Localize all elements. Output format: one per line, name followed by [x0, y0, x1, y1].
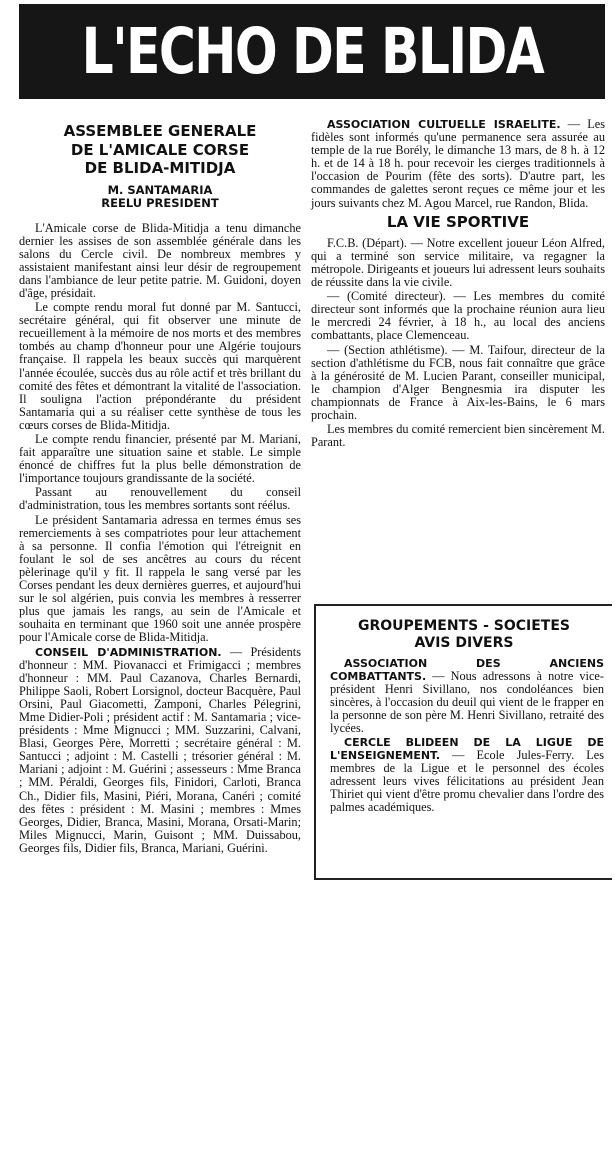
association-cultuelle-label: ASSOCIATION CULTUELLE ISRAELITE.: [327, 118, 561, 131]
masthead-title: L'ECHO DE BLIDA: [81, 15, 543, 88]
conseil-paragraph: [19, 646, 301, 856]
amicale-article: [19, 118, 301, 856]
vie-sportive-paragraph: F.C.B. (Départ). — Notre excellent joueur Léon Alfred, qui a terminé son service militaire, va regagner la métropole. Dirigeants et joueurs lui adressent leurs souhaits de réussite dans la vie civile.: [311, 235, 605, 290]
association-cultuelle-text: — Les fidèles sont informés qu'une permanence sera assurée au temple de la rue Borély, le dimanche 13 mars, de 8 h. à 12 h. et de 14 à 18 h. pour recevoir les cierges traditionnels à l'occasion de Pourim (fête des sorts). D'autre part, les commandes de galettes seront reçues ce même jour et les jours suivants chez M. Agou Marcel, rue Randon, Blida.: [311, 117, 606, 210]
conseil-label: CONSEIL D'ADMINISTRATION.: [35, 645, 222, 659]
masthead: [19, 4, 605, 99]
groupements-box: [314, 604, 612, 880]
amicale-paragraph: Le compte rendu moral fut donné par M. Santucci, secrétaire général, qui fit observer une minute de recueillement à la mémoire de nos morts et des membres tombés au champ d'honneur pour une Algérie toujours française. Il rappela les beaux succès qui marquèrent l'année écoulée, succès dus au rôle actif et très brillant du comité des fêtes et démontrant la vitalité de l'association. Il souligna l'action prépondérante du président Santamaria qui a su réaliser cette synthèse de tous les cœurs corses de Blida-Mitidja.: [19, 300, 301, 432]
amicale-paragraph: Le compte rendu financier, présenté par M. Mariani, fait apparaître une situation saine et stable. Le simple énoncé de chiffres fut la plus belle démonstration de l'importance toujours grandissante de la société.: [19, 432, 301, 486]
amicale-subheadline-line: M. SANTAMARIA: [107, 182, 213, 197]
anciens-combattants-text: — Nous adressons à notre vice-président Henri Sivillano, nos condoléances bien sincères, à l'occasion du deuil qui vient de le frapper en la personne de son père M. Henri Sivillano, retraité des lycées.: [330, 669, 604, 736]
cercle-blideen-label: CERCLE BLIDEEN DE LA LIGUE DE L'ENSEIGNEMENT.: [330, 735, 604, 762]
vie-sportive-headline: LA VIE SPORTIVE: [386, 212, 530, 231]
amicale-paragraph: Le président Santamaria adressa en termes émus ses remerciements à ses compatriotes pour leur attachement à sa personne. Il confia l'émotion qui l'étreignit en foulant le sol de ses ancêtres au cours du récent pèlerinage qu'il y fit. Il rappela le sang versé par les Corses pendant les deux dernières guerres, et aujourd'hui sur le sol algérien, puis convia les membres à resserrer plus que jamais les rangs, au sein de l'Amicale et souhaita en terminant que 1960 soit une année prospère pour l'Amicale corse de Blida-Mitidja.: [19, 512, 301, 645]
groupements-body: [330, 657, 604, 814]
amicale-paragraph: Passant au renouvellement du conseil d'administration, tous les membres sortants sont réélus.: [19, 485, 301, 513]
right-column: [311, 118, 605, 450]
vie-sportive-paragraph: — (Comité directeur). — Les membres du comité directeur sont informés que la prochaine réunion aura lieu le mercredi 24 février, à 18 h., au local des anciens combattants, place Clemenceau.: [311, 289, 605, 343]
amicale-headline: [19, 122, 301, 178]
amicale-subheadline-line: REELU PRESIDENT: [101, 195, 219, 210]
conseil-text: — Présidents d'honneur : MM. Piovanacci et Frimigacci ; membres d'honneur : MM. Paul Cazanova, Charles Bernardi, Philippe Saoli, Robert Lorsignol, docteur Bacquère, Paul Orsini, Paul Giacometti, Zamponi, Charles Pélegrini, Mme Didier-Poli ; président actif : M. Santamaria ; vice-présidents : Mme Mignucci ; MM. Suzzarini, Calvani, Blasi, Georges Père, Morretti ; secrétaire général : M. Santucci ; adjoint : M. Castelli ; trésorier général : M. Mariani ; adjoint : M. Guérini ; assesseurs : Mme Branca ; MM. Péraldi, Georges fils, Finidori, Carloti, Branca Ch., Didier fils, Masini, Piéri, Morana, Canéri ; comité des fêtes : président : M. Masini ; membres : Mmes Georges, Didier, Branca, Masini, Morana, Orsati-Marin; Miles Mignucci, Marin, Guisont ; MM. Duissabou, Georges fils, Didier fils, Branca, Mariani, Guérini.: [19, 644, 301, 855]
vie-sportive-paragraph: Les membres du comité remercient bien sincèrement M. Parant.: [311, 422, 605, 450]
amicale-headline-line: ASSEMBLEE GENERALE: [63, 122, 257, 140]
amicale-paragraph: L'Amicale corse de Blida-Mitidja a tenu dimanche dernier les assises de son assemblée générale dans les salons du Cercle civil. De nombreux membres y assistaient manifestant ainsi leur désir de regroupement dans l'ambiance de leur petite patrie. M. Guidoni, doyen d'âge, présidait.: [19, 220, 301, 300]
vie-sportive-paragraph: — (Section athlétisme). — M. Taifour, directeur de la section d'athlétisme du FCB, nous fait connaître que grâce à la générosité de M. Lucien Parant, conseiller municipal, le champion d'Alger Bengnesmia ira disputer les championnats de France à Aix-les-Bains, le 6 mars prochain.: [311, 342, 605, 422]
groupements-headline: [316, 618, 612, 652]
cercle-blideen-paragraph: [330, 736, 604, 815]
amicale-headline-line: DE BLIDA-MITIDJA: [84, 159, 236, 177]
anciens-combattants-paragraph: [330, 657, 604, 736]
amicale-headline-line: DE L'AMICALE CORSE: [70, 140, 250, 159]
groupements-headline-line: GROUPEMENTS - SOCIETES: [358, 618, 570, 634]
anciens-combattants-label: ASSOCIATION DES ANCIENS COMBATTANTS.: [330, 657, 604, 684]
association-cultuelle-paragraph: [311, 118, 605, 210]
groupements-headline-line: AVIS DIVERS: [414, 635, 514, 651]
cercle-blideen-text: — Ecole Jules-Ferry. Les membres de la Ligue et le personnel des écoles adressent leurs vives félicitations au président Jean Thiriet qui vient d'être promu chevalier dans l'ordre des palmes académiques.: [330, 747, 604, 815]
amicale-subheadline: [19, 184, 301, 210]
